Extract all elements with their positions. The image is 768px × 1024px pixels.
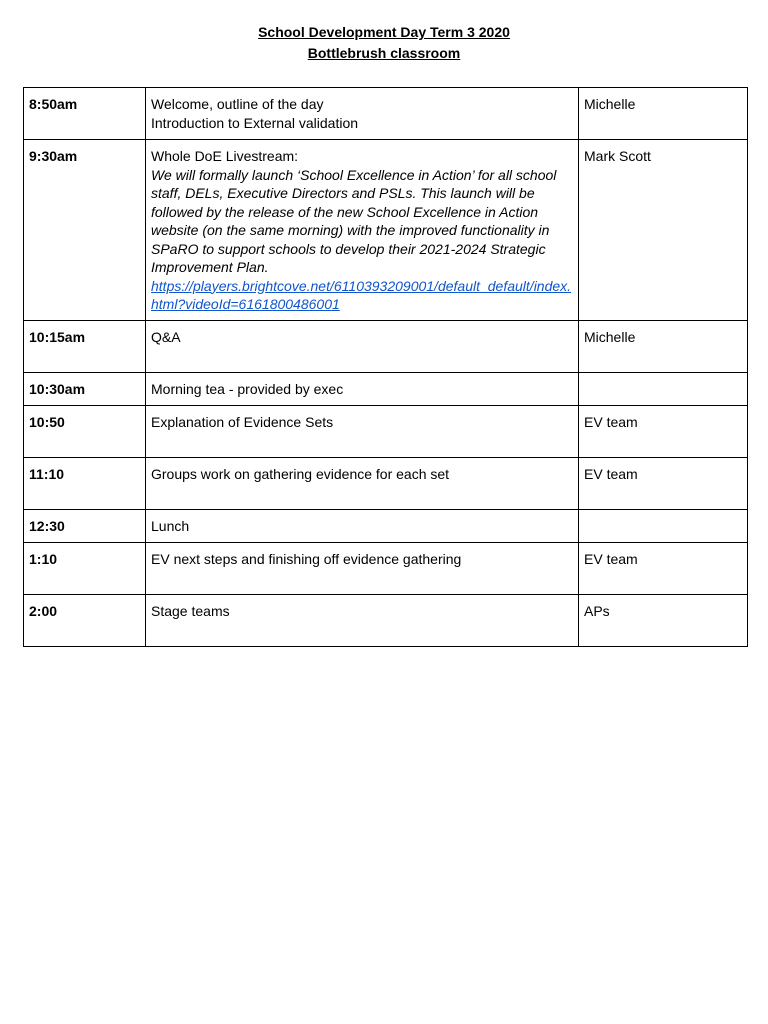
activity-line: Stage teams (151, 602, 230, 619)
presenter-cell: Mark Scott (579, 140, 748, 321)
table-row (24, 457, 748, 509)
activity-line: Welcome, outline of the day (151, 96, 324, 112)
activity-line: Groups work on gathering evidence for each set (151, 465, 450, 482)
table-row (24, 88, 748, 140)
table-row (24, 372, 748, 405)
activity-line: Q&A (151, 328, 181, 345)
time-cell: 1:10 (24, 542, 146, 594)
presenter-cell: EV team (579, 457, 748, 509)
document-title: School Development Day Term 3 2020 (258, 24, 510, 40)
presenter-cell: EV team (579, 405, 748, 457)
time-cell: 12:30 (24, 509, 146, 542)
presenter-cell (579, 509, 748, 542)
livestream-description: We will formally launch ‘School Excellence in Action’ for all school staff, DELs, Executive Directors and PSLs. This launch will be followed by the release of the new School Excellence in Action website (on the same morning) with the improved functionality in SPaRO to support schools to develop their 2021-2024 Strategic Improvement Plan. (151, 166, 557, 275)
activity-line: Explanation of Evidence Sets (151, 413, 334, 430)
activity-cell (146, 542, 579, 594)
schedule-table (23, 87, 748, 647)
presenter-cell: Michelle (579, 320, 748, 372)
activity-cell (146, 320, 579, 372)
livestream-link[interactable]: https://players.brightcove.net/6110393209001/default_default/index.html?videoId=6161800486001 (151, 277, 572, 312)
time-cell: 9:30am (24, 140, 146, 321)
document-header (0, 22, 768, 64)
table-row (24, 509, 748, 542)
activity-cell (146, 509, 579, 542)
activity-line: Introduction to External validation (151, 114, 359, 131)
table-row (24, 594, 748, 646)
activity-cell (146, 140, 579, 321)
table-row (24, 140, 748, 321)
activity-line: Lunch (151, 517, 190, 534)
time-cell: 10:50 (24, 405, 146, 457)
table-row (24, 542, 748, 594)
time-cell: 10:30am (24, 372, 146, 405)
presenter-cell: EV team (579, 542, 748, 594)
presenter-cell: Michelle (579, 88, 748, 140)
time-cell: 10:15am (24, 320, 146, 372)
time-cell: 2:00 (24, 594, 146, 646)
activity-cell (146, 372, 579, 405)
time-cell: 11:10 (24, 457, 146, 509)
activity-cell (146, 405, 579, 457)
presenter-cell (579, 372, 748, 405)
activity-line: EV next steps and finishing off evidence gathering (151, 550, 462, 567)
activity-line: Morning tea - provided by exec (151, 380, 344, 397)
activity-cell (146, 594, 579, 646)
table-row (24, 405, 748, 457)
document-subtitle: Bottlebrush classroom (307, 45, 461, 61)
presenter-cell: APs (579, 594, 748, 646)
activity-line: Whole DoE Livestream: (151, 148, 299, 164)
activity-cell (146, 88, 579, 140)
activity-cell (146, 457, 579, 509)
table-row (24, 320, 748, 372)
time-cell: 8:50am (24, 88, 146, 140)
